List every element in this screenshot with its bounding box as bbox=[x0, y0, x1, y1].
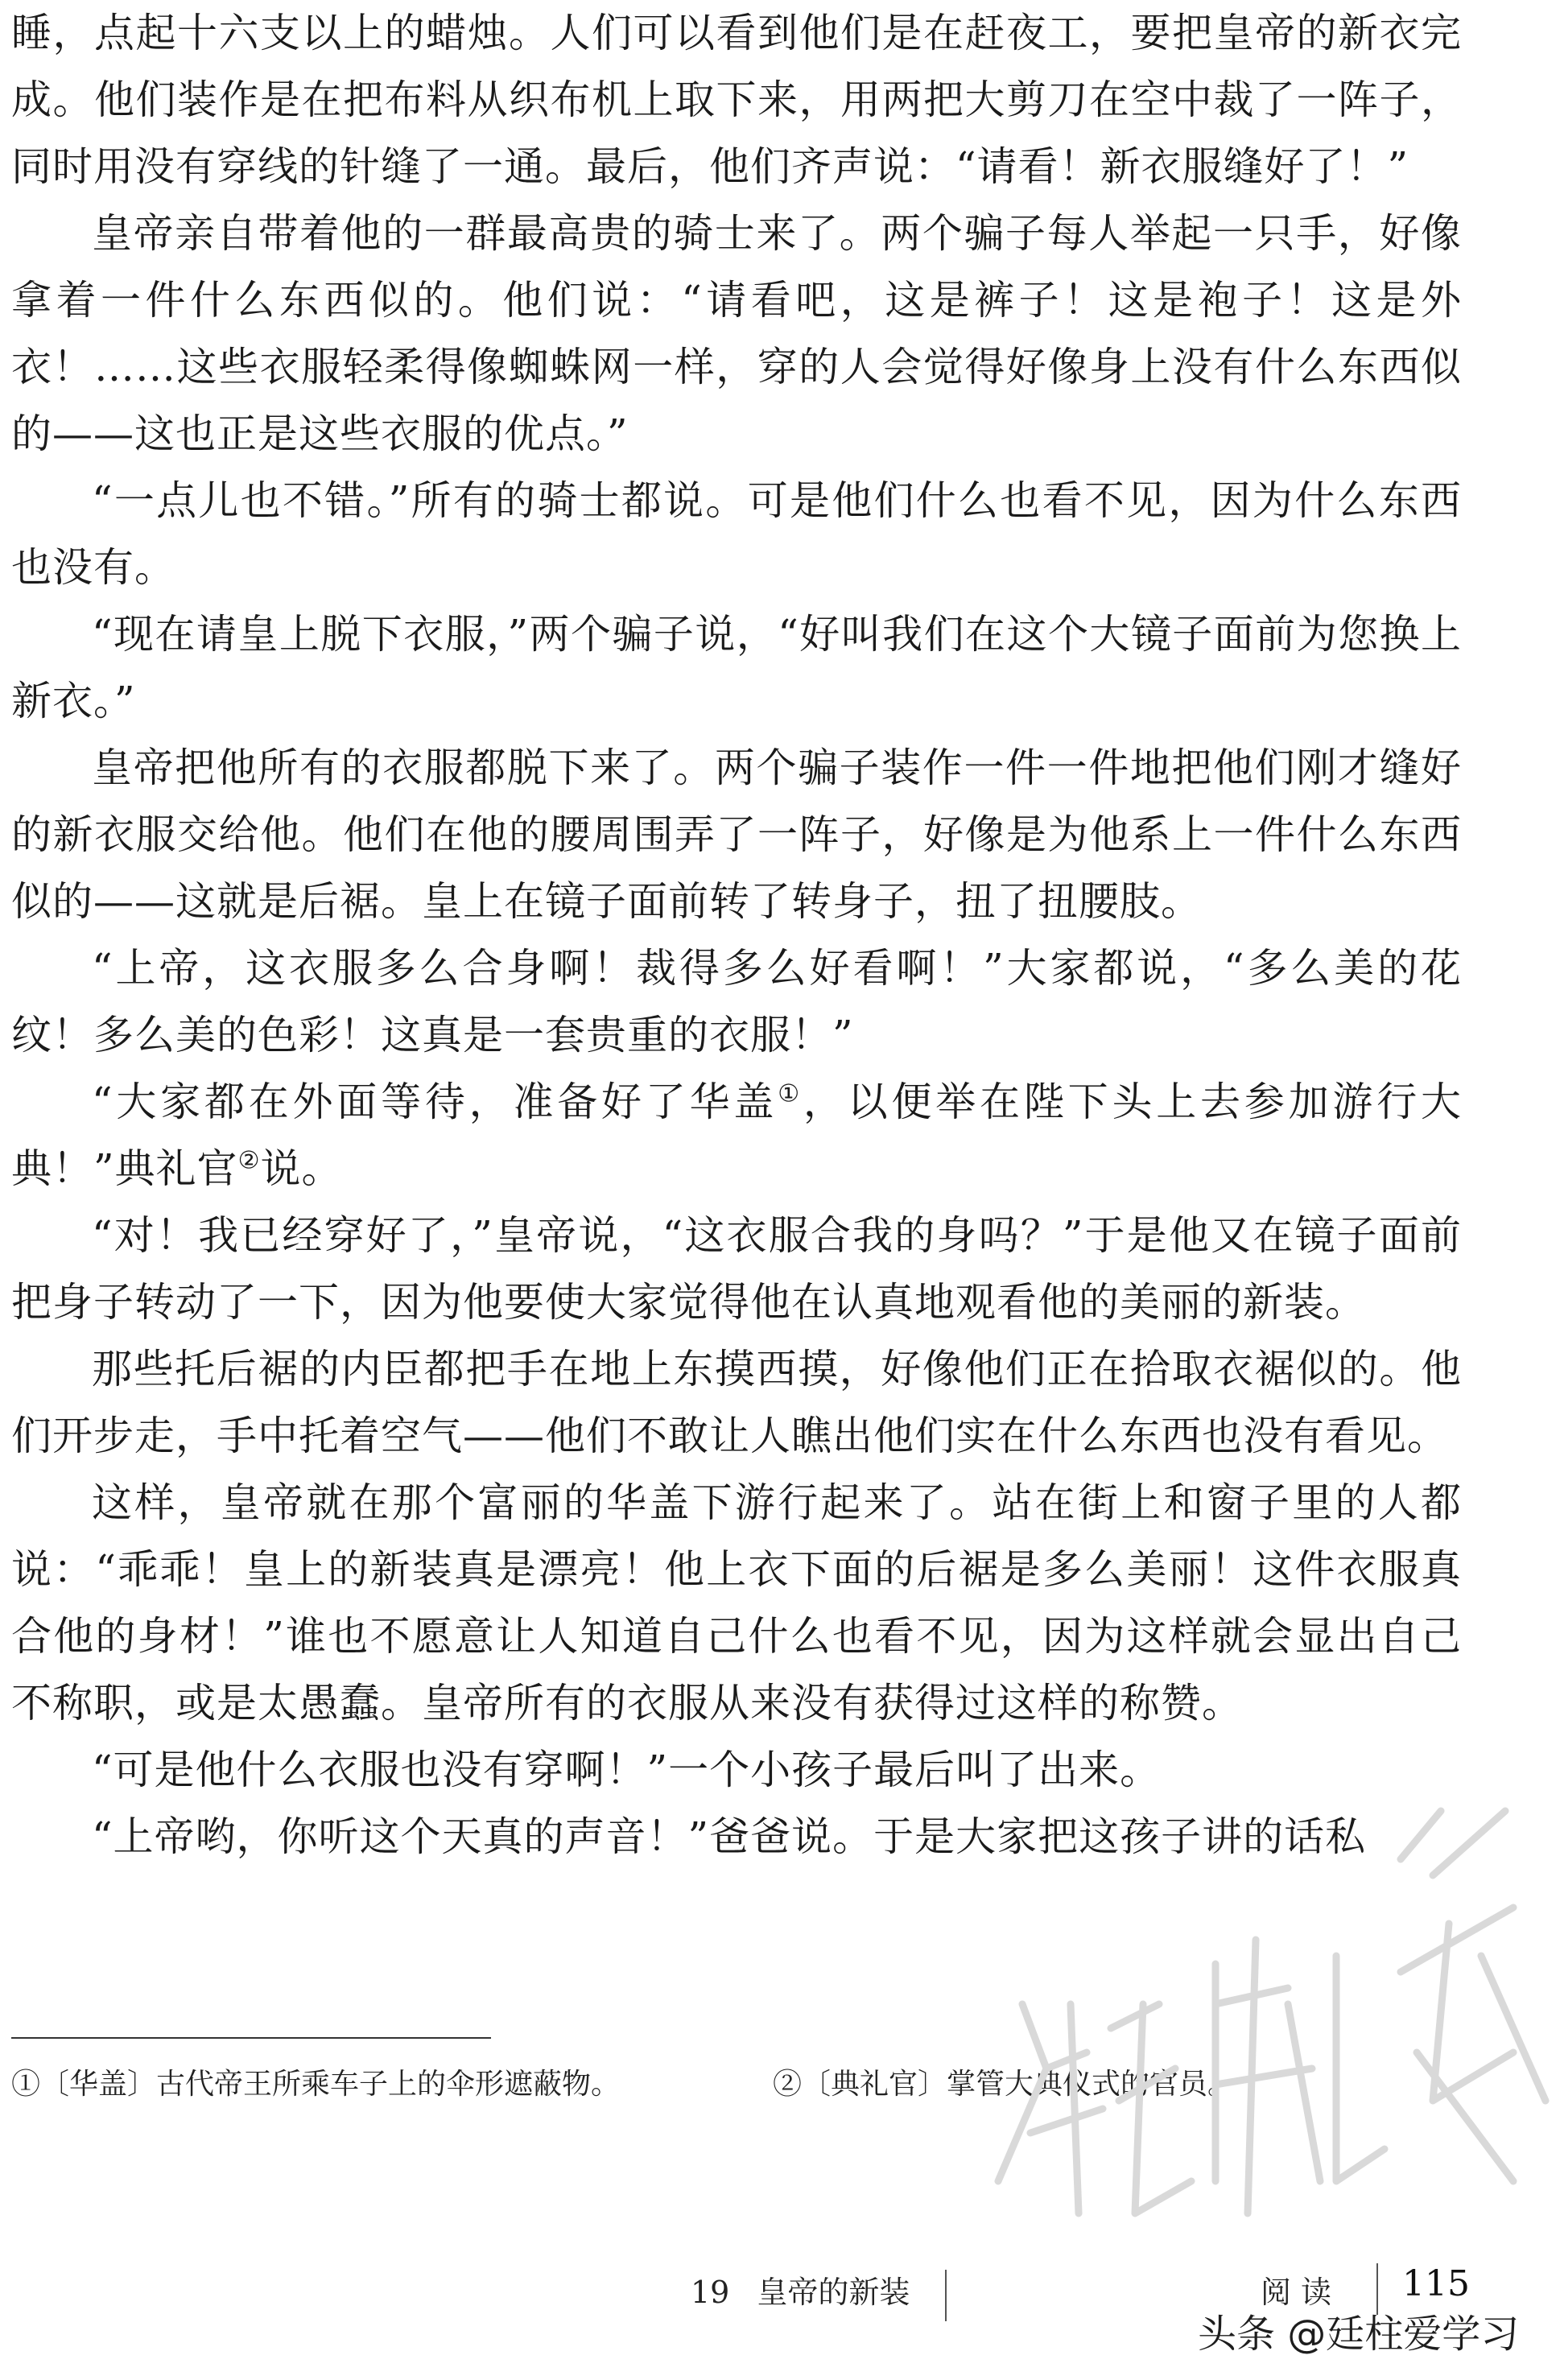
paragraph-text: ，以便举在陛下头上去参加游行大典！”典礼官 bbox=[11, 1079, 1462, 1192]
paragraph: “对！我已经穿好了，”皇帝说，“这衣服合我的身吗？”于是他又在镜子面前把身子转动了一下，因为他要使大家觉得他在认真地观看他的美丽的新装。 bbox=[11, 1212, 1462, 1326]
footnote-divider bbox=[11, 2037, 491, 2039]
footnote-marker: ② bbox=[237, 1146, 261, 1175]
lesson-number: 19 bbox=[691, 2275, 730, 2310]
body-text bbox=[11, 0, 1462, 1871]
paragraph: 那些托后裾的内臣都把手在地上东摸西摸，好像他们正在拾取衣裾似的。他们开步走，手中托着空气——他们不敢让人瞧出他们实在什么东西也没有看见。 bbox=[11, 1346, 1462, 1459]
platform-watermark: 头条 @廷柱爱学习 bbox=[1198, 2312, 1520, 2357]
footer-lesson bbox=[691, 2273, 910, 2312]
paragraph: “一点儿也不错。”所有的骑士都说。可是他们什么也看不见，因为什么东西也没有。 bbox=[11, 477, 1462, 591]
page-number: 115 bbox=[1402, 2263, 1470, 2304]
paragraph-text: “大家都在外面等待，准备好了华盖 bbox=[92, 1079, 778, 1125]
paragraph: “现在请皇上脱下衣服，”两个骗子说，“好叫我们在这个大镜子面前为您换上新衣。” bbox=[11, 611, 1462, 724]
paragraph: “可是他什么衣服也没有穿啊！”一个小孩子最后叫了出来。 bbox=[92, 1747, 1162, 1793]
footer-section: 阅读 bbox=[1261, 2275, 1342, 2310]
paragraph: “上帝哟，你听这个天真的声音！”爸爸说。于是大家把这孩子讲的话私 bbox=[92, 1813, 1367, 1860]
footnote: ①〔华盖〕古代帝王所乘车子上的伞形遮蔽物。 bbox=[11, 2068, 621, 2101]
paragraph: 这样，皇帝就在那个富丽的华盖下游行起来了。站在街上和窗子里的人都说：“乖乖！皇上的新装真是漂亮！他上衣下面的后裾是多么美丽！这件衣服真合他的身材！”谁也不愿意让人知道自己什么也看不见，因为这样就会显出自己不称职，或是太愚蠢。皇帝所有的衣服从来没有获得过这样的称赞。 bbox=[11, 1479, 1462, 1726]
footer-divider bbox=[1376, 2263, 1378, 2315]
footnote: ②〔典礼官〕掌管大典仪式的官员。 bbox=[773, 2068, 1237, 2101]
paragraph bbox=[11, 1069, 1462, 1202]
paragraph: “上帝，这衣服多么合身啊！裁得多么好看啊！”大家都说，“多么美的花纹！多么美的色彩！这真是一套贵重的衣服！” bbox=[11, 945, 1462, 1058]
paragraph: 皇帝把他所有的衣服都脱下来了。两个骗子装作一件一件地把他们刚才缝好的新衣服交给他。他们在他的腰周围弄了一阵子，好像是为他系上一件什么东西似的——这就是后裾。皇上在镜子面前转了转身子，扭了扭腰肢。 bbox=[11, 745, 1462, 925]
footer-divider bbox=[945, 2270, 947, 2321]
lesson-title: 皇帝的新装 bbox=[757, 2275, 910, 2310]
footnote-marker: ① bbox=[778, 1079, 803, 1108]
paragraph: 睡，点起十六支以上的蜡烛。人们可以看到他们是在赶夜工，要把皇帝的新衣完成。他们装作是在把布料从织布机上取下来，用两把大剪刀在空中裁了一阵子，同时用没有穿线的针缝了一通。最后，他们齐声说：“请看！新衣服缝好了！” bbox=[11, 10, 1462, 190]
paragraph-text: 说。 bbox=[260, 1145, 343, 1192]
paragraph: 皇帝亲自带着他的一群最高贵的骑士来了。两个骗子每人举起一只手，好像拿着一件什么东西似的。他们说：“请看吧，这是裤子！这是袍子！这是外衣！……这些衣服轻柔得像蜘蛛网一样，穿的人会觉得好像身上没有什么东西似的——这也正是这些衣服的优点。” bbox=[11, 210, 1462, 457]
